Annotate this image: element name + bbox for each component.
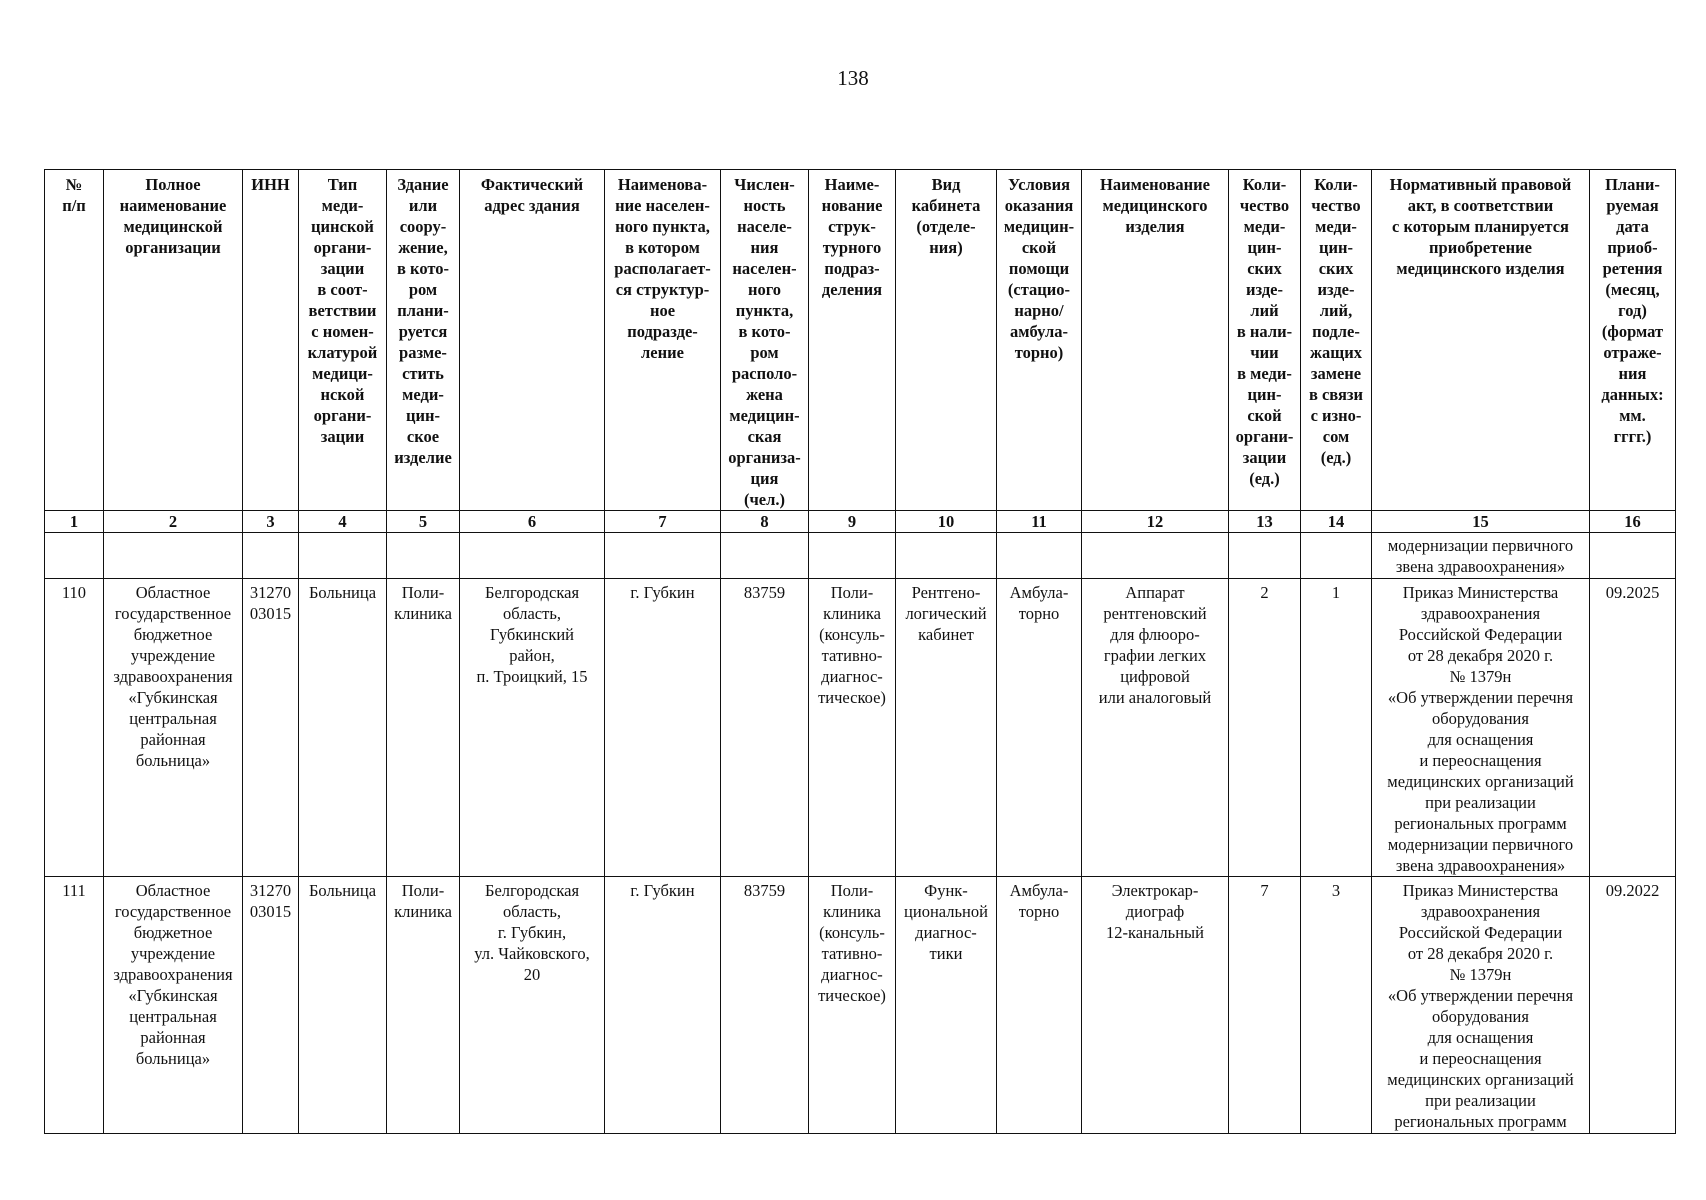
column-number: 14 — [1301, 511, 1372, 533]
population: 83759 — [721, 579, 809, 877]
header-cell: Здание или соору- жение, в кото- ром плани- руется разме- стить меди- цин- ское изделие — [387, 170, 460, 511]
population: 83759 — [721, 877, 809, 1134]
header-cell: № п/п — [45, 170, 104, 511]
cabinet-type: Рентгено- логический кабинет — [896, 579, 997, 877]
legal-act: Приказ Министерства здравоохранения Российской Федерации от 28 декабря 2020 г. № 1379н «Об утверждении перечня оборудования для оснащения и переоснащения медицинских организаций при реализации региональных программ — [1372, 877, 1590, 1134]
header-cell: Вид кабинета (отделе- ния) — [896, 170, 997, 511]
locality: г. Губкин — [605, 877, 721, 1134]
header-cell: Наименование медицинского изделия — [1082, 170, 1229, 511]
planned-date: 09.2022 — [1590, 877, 1676, 1134]
header-cell: Коли- чество меди- цин- ских изде- лий в нали- чии в меди- цин- ской органи- зации (ед.) — [1229, 170, 1301, 511]
column-number: 4 — [299, 511, 387, 533]
column-number-row — [45, 511, 1676, 533]
legal-act: Приказ Министерства здравоохранения Российской Федерации от 28 декабря 2020 г. № 1379н «Об утверждении перечня оборудования для оснащения и переоснащения медицинских организаций при реализации региональных программ модернизации первичного звена здравоохранения» — [1372, 579, 1590, 877]
locality: г. Губкин — [605, 579, 721, 877]
structural-unit: Поли- клиника (консуль- тативно- диагнос- тическое) — [809, 877, 896, 1134]
empty-cell — [299, 533, 387, 579]
qty-available: 2 — [1229, 579, 1301, 877]
empty-cell — [721, 533, 809, 579]
header-cell: ИНН — [243, 170, 299, 511]
column-number: 7 — [605, 511, 721, 533]
empty-cell — [809, 533, 896, 579]
column-number: 8 — [721, 511, 809, 533]
empty-cell — [997, 533, 1082, 579]
column-number: 13 — [1229, 511, 1301, 533]
table-row — [45, 579, 1676, 877]
empty-cell — [104, 533, 243, 579]
empty-cell — [896, 533, 997, 579]
org-type: Больница — [299, 579, 387, 877]
column-number: 12 — [1082, 511, 1229, 533]
org-type: Больница — [299, 877, 387, 1134]
empty-cell — [1229, 533, 1301, 579]
care-conditions: Амбула- торно — [997, 579, 1082, 877]
page-number: 138 — [837, 66, 869, 90]
header-cell: Тип меди- цинской органи- зации в соот- ветствии с номен- клатурой медици- нской органи- зации — [299, 170, 387, 511]
empty-cell — [1301, 533, 1372, 579]
header-cell: Плани- руемая дата приоб- ретения (месяц, год) (формат отраже- ния данных: мм. гггг.) — [1590, 170, 1676, 511]
column-number: 9 — [809, 511, 896, 533]
continuation-row — [45, 533, 1676, 579]
planned-date: 09.2025 — [1590, 579, 1676, 877]
row-number: 110 — [45, 579, 104, 877]
column-number: 15 — [1372, 511, 1590, 533]
address: Белгородская область, Губкинский район, п. Троицкий, 15 — [460, 579, 605, 877]
empty-cell — [1590, 533, 1676, 579]
equipment-table — [44, 169, 1676, 1134]
empty-cell — [243, 533, 299, 579]
empty-cell — [460, 533, 605, 579]
inn: 31270 03015 — [243, 579, 299, 877]
device-name: Электрокар- диограф 12-канальный — [1082, 877, 1229, 1134]
header-cell: Полное наименование медицинской организации — [104, 170, 243, 511]
column-number: 5 — [387, 511, 460, 533]
header-row — [45, 170, 1676, 511]
column-number: 2 — [104, 511, 243, 533]
header-cell: Числен- ность населе- ния населен- ного пункта, в кото- ром располо- жена медицин- ская организа- ция (чел.) — [721, 170, 809, 511]
column-number: 6 — [460, 511, 605, 533]
org-name: Областное государственное бюджетное учреждение здравоохранения «Губкинская центральная районная больница» — [104, 877, 243, 1134]
inn: 31270 03015 — [243, 877, 299, 1134]
qty-replace: 1 — [1301, 579, 1372, 877]
empty-cell — [45, 533, 104, 579]
column-number: 10 — [896, 511, 997, 533]
building: Поли- клиника — [387, 877, 460, 1134]
column-number: 3 — [243, 511, 299, 533]
column-number: 1 — [45, 511, 104, 533]
table-row — [45, 877, 1676, 1134]
cabinet-type: Функ- циональной диагнос- тики — [896, 877, 997, 1134]
org-name: Областное государственное бюджетное учреждение здравоохранения «Губкинская центральная районная больница» — [104, 579, 243, 877]
header-cell: Наименова- ние населен- ного пункта, в котором располагает- ся структур- ное подразде- ление — [605, 170, 721, 511]
header-cell: Фактический адрес здания — [460, 170, 605, 511]
header-cell: Нормативный правовой акт, в соответствии с которым планируется приобретение медицинского изделия — [1372, 170, 1590, 511]
header-cell: Условия оказания медицин- ской помощи (стацио- нарно/ амбула- торно) — [997, 170, 1082, 511]
column-number: 16 — [1590, 511, 1676, 533]
empty-cell — [1082, 533, 1229, 579]
qty-available: 7 — [1229, 877, 1301, 1134]
continuation-act-cell: модернизации первичного звена здравоохранения» — [1372, 533, 1590, 579]
building: Поли- клиника — [387, 579, 460, 877]
column-number: 11 — [997, 511, 1082, 533]
header-cell: Наиме- нование струк- турного подраз- деления — [809, 170, 896, 511]
empty-cell — [605, 533, 721, 579]
empty-cell — [387, 533, 460, 579]
address: Белгородская область, г. Губкин, ул. Чайковского, 20 — [460, 877, 605, 1134]
row-number: 111 — [45, 877, 104, 1134]
structural-unit: Поли- клиника (консуль- тативно- диагнос- тическое) — [809, 579, 896, 877]
header-cell: Коли- чество меди- цин- ских изде- лий, подле- жащих замене в связи с изно- сом (ед.) — [1301, 170, 1372, 511]
device-name: Аппарат рентгеновский для флюоро- графии легких цифровой или аналоговый — [1082, 579, 1229, 877]
care-conditions: Амбула- торно — [997, 877, 1082, 1134]
qty-replace: 3 — [1301, 877, 1372, 1134]
